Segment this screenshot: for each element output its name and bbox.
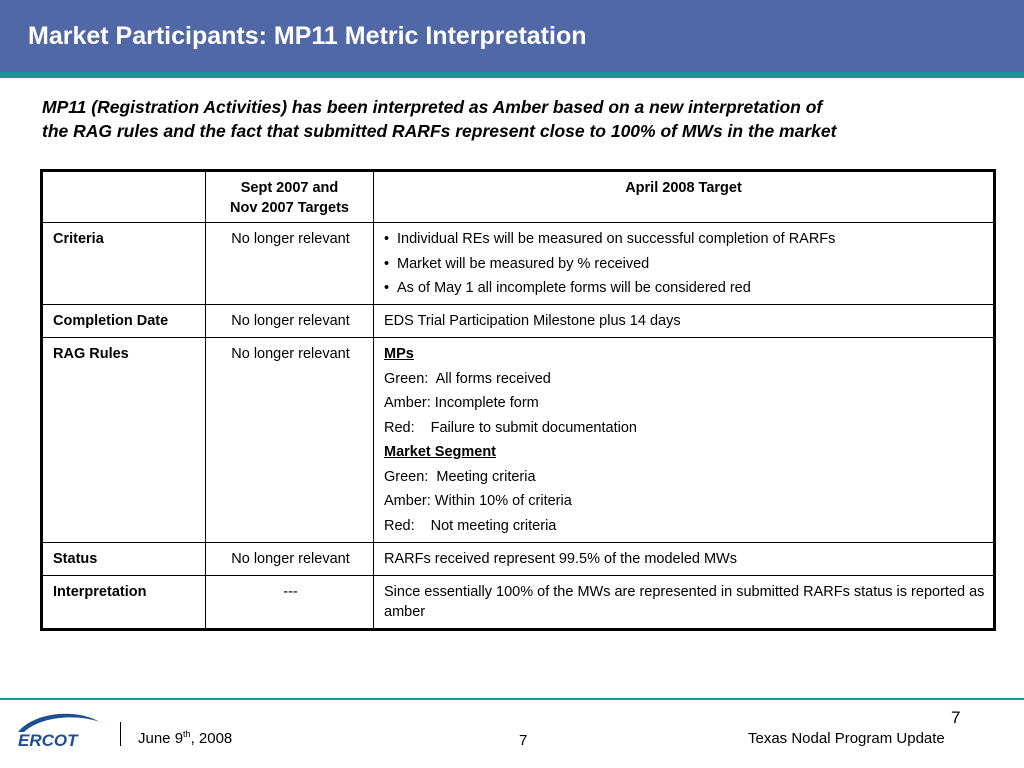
rag-segment-heading: Market Segment (384, 444, 497, 460)
footer-accent-line (0, 698, 1024, 700)
row-label-rag-rules: RAG Rules (42, 338, 206, 543)
rag-mps-heading: MPs (384, 346, 414, 362)
rag-segment-amber: Amber: Within 10% of criteria (384, 493, 572, 509)
slide-subtitle (42, 95, 1002, 143)
table-header-row (42, 171, 995, 223)
row-interpretation-col2: --- (206, 575, 374, 629)
criteria-bullet-2: • Market will be measured by % received (384, 254, 985, 274)
rag-mps-red: Red: Failure to submit documentation (384, 419, 637, 436)
header-col2-line2: Nov 2007 Targets (229, 200, 349, 216)
row-label-criteria: Criteria (42, 223, 206, 305)
table-row-rag-rules (42, 338, 995, 543)
row-label-completion-date: Completion Date (42, 305, 206, 338)
logo-text: ERCOT (18, 731, 78, 750)
subtitle-line-1: MP11 (Registration Activities) has been interpreted as Amber based on a new interpretation of (42, 97, 823, 117)
slide-number: 7 (951, 708, 961, 727)
footer-program-name: Texas Nodal Program Update (748, 730, 945, 747)
metric-table (40, 169, 996, 631)
subtitle-line-2: the RAG rules and the fact that submitted RARFs represent close to 100% of MWs in the market (42, 121, 837, 141)
header-col-sept-nov (206, 171, 374, 223)
rag-mps-green: Green: All forms received (384, 370, 551, 387)
row-status-col3: RARFs received represent 99.5% of the modeled MWs (374, 542, 995, 575)
rag-segment-green: Green: Meeting criteria (384, 468, 536, 485)
table-row-completion-date (42, 305, 995, 338)
criteria-bullet-1: • Individual REs will be measured on successful completion of RARFs (384, 229, 985, 249)
table-row-interpretation (42, 575, 995, 629)
logo-swoosh (18, 714, 100, 732)
rag-segment-red: Red: Not meeting criteria (384, 517, 557, 534)
row-interpretation-col3: Since essentially 100% of the MWs are represented in submitted RARFs status is reported as amber (374, 575, 995, 629)
table-row-status (42, 542, 995, 575)
row-status-col2: No longer relevant (206, 542, 374, 575)
rag-mps-amber: Amber: Incomplete form (384, 395, 539, 411)
header-col-april: April 2008 Target (374, 171, 995, 223)
ercot-logo (12, 708, 108, 752)
row-criteria-col3 (374, 223, 995, 305)
row-completion-col3: EDS Trial Participation Milestone plus 14 days (374, 305, 995, 338)
row-label-interpretation: Interpretation (42, 575, 206, 629)
footer-date: June 9th, 2008 (138, 729, 233, 747)
row-criteria-col2: No longer relevant (206, 223, 374, 305)
row-label-status: Status (42, 542, 206, 575)
table-row-criteria (42, 223, 995, 305)
row-rag-col3 (374, 338, 995, 543)
header-col2-line1: Sept 2007 and (240, 180, 339, 196)
row-completion-col2: No longer relevant (206, 305, 374, 338)
header-col-label (42, 171, 206, 223)
slide-title: Market Participants: MP11 Metric Interpretation (28, 22, 587, 50)
criteria-bullet-3: • As of May 1 all incomplete forms will be considered red (384, 278, 985, 298)
title-accent-line (0, 72, 1024, 78)
footer-separator (120, 722, 121, 746)
row-rag-col2: No longer relevant (206, 338, 374, 543)
footer-page-number: 7 (519, 732, 528, 749)
